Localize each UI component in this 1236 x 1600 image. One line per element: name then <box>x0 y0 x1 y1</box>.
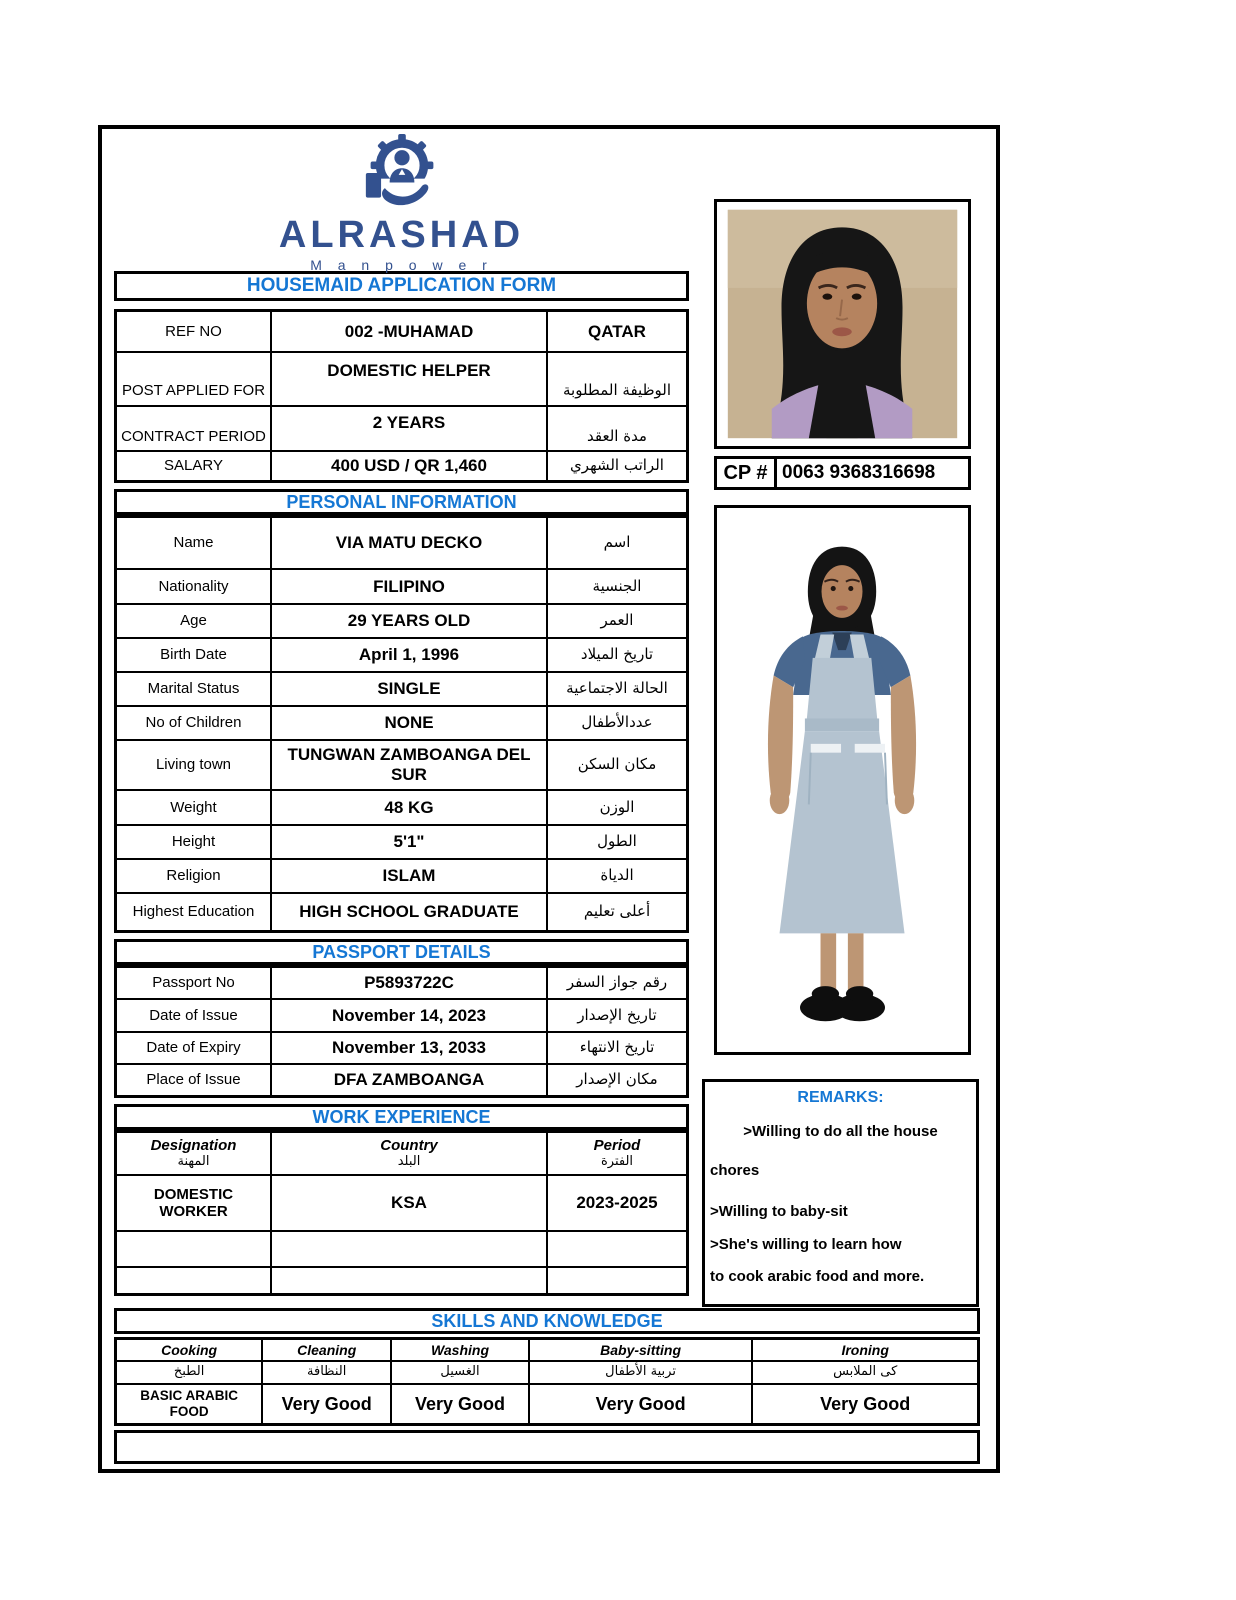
field-value: TUNGWAN ZAMBOANGA DEL SUR <box>272 741 548 789</box>
field-value: 5'1" <box>272 826 548 858</box>
work-period <box>548 1268 686 1293</box>
remarks-title: REMARKS: <box>797 1089 884 1106</box>
column-header-ar: المهنة <box>177 1153 210 1169</box>
field-label: POST APPLIED FOR <box>117 353 272 405</box>
skill-value: Very Good <box>392 1385 530 1423</box>
remark-line: to cook arabic food and more. <box>710 1268 925 1285</box>
section-header-skills: SKILLS AND KNOWLEDGE <box>114 1308 980 1334</box>
field-value: FILIPINO <box>272 570 548 603</box>
skill-value: Very Good <box>820 1393 911 1414</box>
skills-header-row <box>117 1340 977 1362</box>
field-label: Nationality <box>117 570 272 603</box>
table-row <box>117 673 686 707</box>
table-row <box>117 639 686 673</box>
skills-section <box>114 1308 980 1464</box>
field-value: 29 YEARS OLD <box>272 605 548 637</box>
field-label-arabic: العمر <box>600 611 634 630</box>
skills-table <box>114 1337 980 1426</box>
table-header-row <box>117 1133 686 1176</box>
field-label: Date of Expiry <box>117 1033 272 1063</box>
table-row <box>117 1000 686 1033</box>
field-value: November 14, 2023 <box>272 1000 548 1031</box>
skill-column-header-arabic: الغسيل <box>392 1362 530 1383</box>
work-country <box>272 1268 548 1293</box>
form-outer-frame <box>98 125 1000 1473</box>
table-row <box>117 407 686 452</box>
field-label: Date of Issue <box>117 1000 272 1031</box>
skill-column-header: Cleaning <box>263 1340 392 1360</box>
table-row <box>117 1176 686 1232</box>
table-row <box>117 741 686 791</box>
field-label-arabic: الحالة الاجتماعية <box>566 679 668 698</box>
table-row <box>117 570 686 605</box>
field-label: SALARY <box>117 452 272 480</box>
skill-column-header-arabic: تربية الأطفال <box>530 1362 754 1383</box>
field-label: Weight <box>117 791 272 824</box>
field-value: 48 KG <box>272 791 548 824</box>
field-label-arabic: مكان الإصدار <box>576 1070 658 1089</box>
field-label: Place of Issue <box>117 1065 272 1095</box>
field-value: 002 -MUHAMAD <box>272 312 548 351</box>
field-value: P5893722C <box>272 968 548 998</box>
field-value: VIA MATU DECKO <box>272 518 548 568</box>
work-designation <box>117 1232 272 1266</box>
field-label-arabic: الوزن <box>599 797 635 816</box>
logo-text: ALRASHAD <box>278 214 525 256</box>
skill-column-header: Ironing <box>841 1341 889 1358</box>
table-row <box>117 791 686 826</box>
table-row <box>117 518 686 570</box>
table-row <box>117 1232 686 1268</box>
field-label: Passport No <box>117 968 272 998</box>
table-row <box>117 1033 686 1065</box>
remarks-box <box>702 1079 979 1307</box>
field-right: QATAR <box>588 321 646 341</box>
table-row <box>117 452 686 480</box>
field-label: Height <box>117 826 272 858</box>
contact-phone-row <box>714 456 971 490</box>
table-row <box>117 312 686 353</box>
skill-value: Very Good <box>530 1385 754 1423</box>
cp-number: 0063 9368316698 <box>782 462 936 483</box>
skill-column-header-arabic: كى الملابس <box>833 1364 898 1380</box>
remark-line: >Willing to do all the house <box>743 1123 938 1140</box>
logo-subtext: M a n p o w e r <box>310 256 493 273</box>
table-row <box>117 353 686 407</box>
field-value: 2 YEARS <box>272 407 548 450</box>
field-label: Living town <box>117 741 272 789</box>
field-label: Age <box>117 605 272 637</box>
field-value: DOMESTIC HELPER <box>272 353 548 405</box>
skill-column-header-arabic: النظافة <box>263 1362 392 1383</box>
table-row <box>117 826 686 860</box>
table-row <box>117 605 686 639</box>
manpower-gear-person-hand-icon <box>354 133 450 216</box>
passport-table <box>114 965 689 1098</box>
field-label-arabic: الطول <box>597 832 637 851</box>
application-table <box>114 309 689 483</box>
skill-column-header: Cooking <box>117 1340 263 1360</box>
cp-label: CP # <box>717 459 777 487</box>
company-logo <box>114 129 689 273</box>
field-label-arabic: اسم <box>603 533 631 552</box>
skill-column-header: Washing <box>392 1340 530 1360</box>
left-column <box>114 129 689 1296</box>
column-header <box>548 1133 686 1174</box>
field-label-arabic: أعلى تعليم <box>583 902 651 921</box>
column-header-ar: البلد <box>397 1153 421 1169</box>
field-value: NONE <box>272 707 548 739</box>
field-value: April 1, 1996 <box>272 639 548 671</box>
table-row <box>117 894 686 930</box>
field-label: REF NO <box>117 312 272 351</box>
skills-arabic-row <box>117 1362 977 1385</box>
table-row <box>117 968 686 1000</box>
field-label: Religion <box>117 860 272 892</box>
field-label: Name <box>117 518 272 568</box>
field-label-arabic: مدة العقد <box>587 426 647 445</box>
column-header <box>117 1133 272 1174</box>
field-label-arabic: تاريخ الميلاد <box>580 645 654 664</box>
column-header-en: Period <box>593 1137 641 1155</box>
skill-column-header-arabic: الطبخ <box>117 1362 263 1383</box>
field-value: ISLAM <box>272 860 548 892</box>
work-experience-table <box>114 1130 689 1296</box>
skill-value: Very Good <box>263 1385 392 1423</box>
column-header-en: Designation <box>150 1137 237 1155</box>
applicant-headshot-photo <box>714 199 971 449</box>
column-header <box>272 1133 548 1174</box>
empty-bottom-row <box>114 1430 980 1464</box>
field-value: SINGLE <box>272 673 548 705</box>
field-label-arabic: الجنسية <box>592 576 642 595</box>
section-header-passport: PASSPORT DETAILS <box>114 939 689 965</box>
table-row <box>117 1065 686 1095</box>
section-header-personal: PERSONAL INFORMATION <box>114 489 689 515</box>
skill-column-header: Baby-sitting <box>530 1340 754 1360</box>
form-title: HOUSEMAID APPLICATION FORM <box>114 271 689 301</box>
field-label-arabic: الوظيفة المطلوبة <box>563 380 671 399</box>
field-label-arabic: الدياة <box>600 866 634 885</box>
column-header-ar: الفترة <box>600 1153 634 1169</box>
field-label-arabic: تاريخ الانتهاء <box>579 1038 655 1057</box>
field-label-arabic: تاريخ الإصدار <box>577 1005 657 1024</box>
field-label: No of Children <box>117 707 272 739</box>
table-row <box>117 1268 686 1293</box>
field-value: DFA ZAMBOANGA <box>272 1065 548 1095</box>
remark-line: chores <box>710 1162 760 1179</box>
field-value: HIGH SCHOOL GRADUATE <box>272 894 548 930</box>
column-header-en: Country <box>380 1137 438 1155</box>
field-label: Highest Education <box>117 894 272 930</box>
field-label-arabic: الراتب الشهري <box>570 456 664 475</box>
field-label: Birth Date <box>117 639 272 671</box>
work-country <box>272 1232 548 1266</box>
table-row <box>117 860 686 894</box>
personal-info-table <box>114 515 689 933</box>
work-designation <box>117 1268 272 1293</box>
field-value: 400 USD / QR 1,460 <box>272 452 548 480</box>
remark-line: >Willing to baby-sit <box>710 1203 848 1220</box>
skills-value-row <box>117 1385 977 1423</box>
field-value: November 13, 2033 <box>272 1033 548 1063</box>
table-row <box>117 707 686 741</box>
applicant-full-body-photo <box>714 505 971 1055</box>
field-label: CONTRACT PERIOD <box>117 407 272 450</box>
skill-value: BASIC ARABIC FOOD <box>117 1385 263 1423</box>
work-country: KSA <box>272 1176 548 1230</box>
field-label-arabic: مكان السكن <box>577 755 657 774</box>
work-period <box>548 1232 686 1266</box>
work-period: 2023-2025 <box>576 1193 658 1213</box>
work-designation: DOMESTIC WORKER <box>117 1176 272 1230</box>
field-label: Marital Status <box>117 673 272 705</box>
field-label-arabic: عددالأطفال <box>581 713 653 732</box>
field-label-arabic: رقم جواز السفر <box>566 973 668 992</box>
remark-line: >She's willing to learn how <box>710 1236 902 1253</box>
section-header-work: WORK EXPERIENCE <box>114 1104 689 1130</box>
